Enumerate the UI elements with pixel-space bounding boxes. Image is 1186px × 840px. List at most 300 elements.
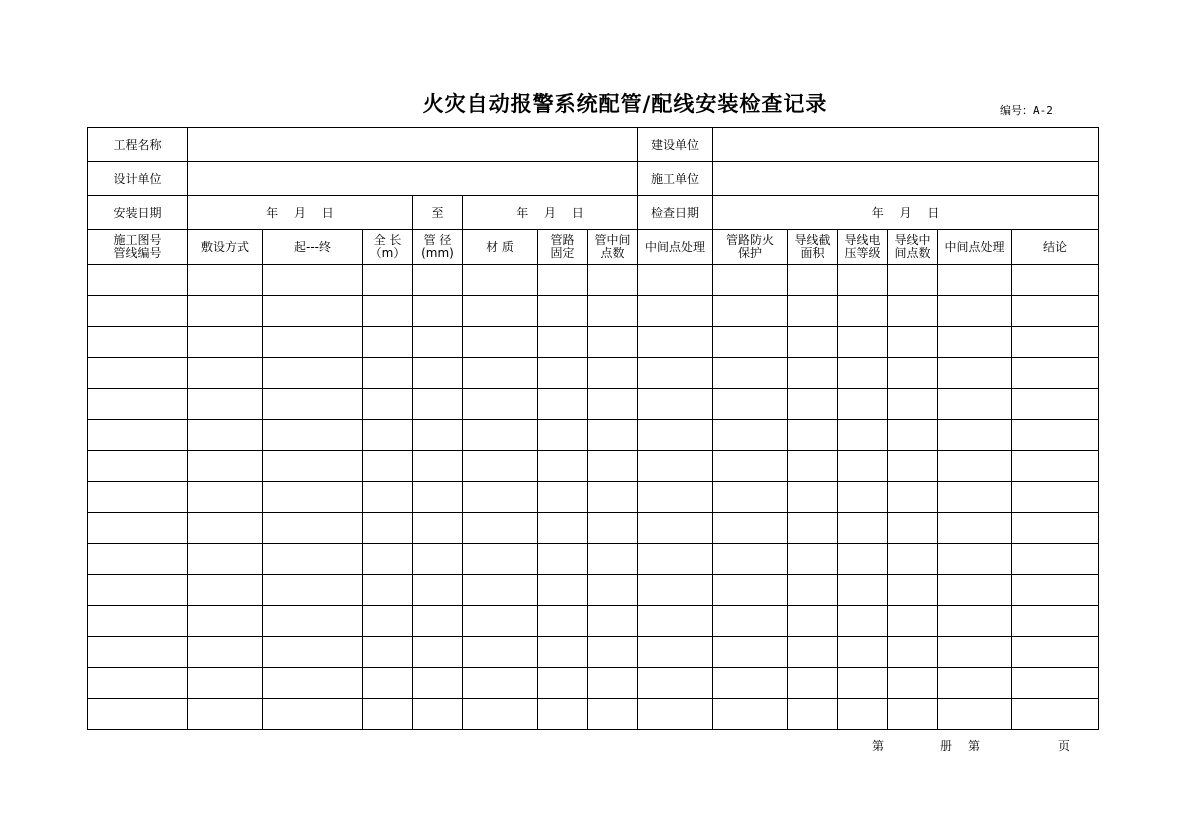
- table-cell[interactable]: [638, 296, 713, 327]
- table-cell[interactable]: [463, 451, 538, 482]
- table-cell[interactable]: [413, 265, 463, 296]
- table-cell[interactable]: [363, 265, 413, 296]
- footer-di-2: 第: [968, 739, 981, 753]
- construction-unit-value[interactable]: [713, 128, 1099, 162]
- table-cell[interactable]: [888, 575, 938, 606]
- table-cell[interactable]: [363, 699, 413, 730]
- table-cell[interactable]: [88, 699, 188, 730]
- table-cell[interactable]: [538, 389, 588, 420]
- table-cell[interactable]: [88, 389, 188, 420]
- table-cell[interactable]: [463, 575, 538, 606]
- table-cell[interactable]: [888, 482, 938, 513]
- table-cell[interactable]: [263, 296, 363, 327]
- table-cell[interactable]: [363, 513, 413, 544]
- table-cell[interactable]: [638, 513, 713, 544]
- table-cell[interactable]: [363, 358, 413, 389]
- table-cell[interactable]: [188, 699, 263, 730]
- table-cell[interactable]: [838, 699, 888, 730]
- table-row: [88, 637, 1099, 668]
- table-cell[interactable]: [538, 513, 588, 544]
- table-cell[interactable]: [588, 544, 638, 575]
- table-cell[interactable]: [838, 358, 888, 389]
- table-cell[interactable]: [188, 327, 263, 358]
- table-cell[interactable]: [263, 358, 363, 389]
- column-header-line2: 管线编号: [113, 246, 162, 260]
- table-cell[interactable]: [638, 420, 713, 451]
- table-cell[interactable]: [1012, 668, 1099, 699]
- table-cell[interactable]: [463, 637, 538, 668]
- column-header-1: [88, 230, 188, 265]
- table-row: [88, 668, 1099, 699]
- table-cell[interactable]: [463, 544, 538, 575]
- table-row: [88, 420, 1099, 451]
- table-cell[interactable]: [188, 637, 263, 668]
- table-cell[interactable]: [463, 327, 538, 358]
- table-cell[interactable]: [788, 637, 838, 668]
- table-cell[interactable]: [538, 420, 588, 451]
- table-cell[interactable]: [413, 513, 463, 544]
- table-cell[interactable]: [363, 482, 413, 513]
- column-header-12: [838, 230, 888, 265]
- table-cell[interactable]: [838, 296, 888, 327]
- column-header-line1: 施工图号: [113, 233, 162, 247]
- table-cell[interactable]: [188, 265, 263, 296]
- table-cell[interactable]: [463, 699, 538, 730]
- table-cell[interactable]: [188, 451, 263, 482]
- table-cell[interactable]: [638, 389, 713, 420]
- table-cell[interactable]: [638, 482, 713, 513]
- table-cell[interactable]: [263, 327, 363, 358]
- table-cell[interactable]: [788, 296, 838, 327]
- table-cell[interactable]: [88, 606, 188, 637]
- table-row: [88, 513, 1099, 544]
- table-cell[interactable]: [538, 327, 588, 358]
- table-cell[interactable]: [788, 668, 838, 699]
- table-cell[interactable]: [838, 544, 888, 575]
- table-cell[interactable]: [588, 668, 638, 699]
- table-cell[interactable]: [838, 637, 888, 668]
- table-cell[interactable]: [413, 544, 463, 575]
- table-cell[interactable]: [638, 358, 713, 389]
- table-cell[interactable]: [1012, 420, 1099, 451]
- column-header-line2: 压等级: [844, 246, 881, 260]
- table-cell[interactable]: [588, 296, 638, 327]
- table-cell[interactable]: [1012, 265, 1099, 296]
- table-cell[interactable]: [188, 389, 263, 420]
- table-cell[interactable]: [463, 265, 538, 296]
- table-cell[interactable]: [938, 606, 1012, 637]
- inspect-date-label: 检查日期: [638, 196, 713, 230]
- document-title: 火灾自动报警系统配管/配线安装检查记录: [422, 92, 828, 116]
- project-row: [88, 128, 1099, 162]
- table-cell[interactable]: [1012, 327, 1099, 358]
- project-name-value[interactable]: [188, 128, 638, 162]
- table-cell[interactable]: [788, 575, 838, 606]
- table-row: [88, 296, 1099, 327]
- table-cell[interactable]: [463, 296, 538, 327]
- column-header-3: [263, 230, 363, 265]
- table-cell[interactable]: [588, 699, 638, 730]
- table-cell[interactable]: [88, 327, 188, 358]
- inspect-date-value[interactable]: 年 月 日: [713, 196, 1099, 230]
- table-cell[interactable]: [88, 451, 188, 482]
- table-cell[interactable]: [263, 451, 363, 482]
- table-cell[interactable]: [413, 668, 463, 699]
- table-cell[interactable]: [463, 420, 538, 451]
- table-cell[interactable]: [538, 451, 588, 482]
- table-cell[interactable]: [588, 327, 638, 358]
- table-cell[interactable]: [713, 451, 788, 482]
- date-row: [88, 196, 1099, 230]
- table-cell[interactable]: [88, 420, 188, 451]
- table-cell[interactable]: [713, 265, 788, 296]
- column-header-line2: 面积: [800, 246, 825, 260]
- table-cell[interactable]: [713, 699, 788, 730]
- table-cell[interactable]: [188, 575, 263, 606]
- install-date-to-word: 至: [413, 196, 463, 230]
- table-row: [88, 389, 1099, 420]
- table-cell[interactable]: [463, 606, 538, 637]
- table-cell[interactable]: [263, 699, 363, 730]
- table-cell[interactable]: [188, 420, 263, 451]
- column-header-line1: 导线截: [794, 233, 831, 247]
- table-cell[interactable]: [838, 513, 888, 544]
- table-row: [88, 482, 1099, 513]
- table-cell[interactable]: [713, 389, 788, 420]
- table-cell[interactable]: [638, 544, 713, 575]
- table-cell[interactable]: [788, 606, 838, 637]
- table-cell[interactable]: [588, 358, 638, 389]
- table-cell[interactable]: [838, 327, 888, 358]
- table-cell[interactable]: [588, 389, 638, 420]
- table-cell[interactable]: [538, 265, 588, 296]
- table-cell[interactable]: [838, 606, 888, 637]
- table-cell[interactable]: [363, 296, 413, 327]
- install-date-label: 安装日期: [88, 196, 188, 230]
- table-cell[interactable]: [713, 637, 788, 668]
- table-cell[interactable]: [413, 389, 463, 420]
- table-cell[interactable]: [713, 296, 788, 327]
- column-header-line1: 管路防火: [726, 233, 775, 247]
- table-cell[interactable]: [413, 296, 463, 327]
- table-cell[interactable]: [888, 513, 938, 544]
- table-cell[interactable]: [1012, 358, 1099, 389]
- table-cell[interactable]: [713, 575, 788, 606]
- table-cell[interactable]: [588, 575, 638, 606]
- table-cell[interactable]: [413, 637, 463, 668]
- table-cell[interactable]: [88, 358, 188, 389]
- table-cell[interactable]: [538, 637, 588, 668]
- table-cell[interactable]: [638, 575, 713, 606]
- install-date-to[interactable]: 年 月 日: [463, 196, 638, 230]
- data-rows: [88, 265, 1099, 730]
- table-cell[interactable]: [888, 451, 938, 482]
- column-header-line1: 敷设方式: [200, 239, 249, 254]
- table-row: [88, 699, 1099, 730]
- table-cell[interactable]: [363, 575, 413, 606]
- table-cell[interactable]: [538, 668, 588, 699]
- table-cell[interactable]: [788, 420, 838, 451]
- table-cell[interactable]: [888, 544, 938, 575]
- table-cell[interactable]: [1012, 575, 1099, 606]
- table-cell[interactable]: [638, 265, 713, 296]
- table-cell[interactable]: [588, 606, 638, 637]
- column-header-line2: 间点数: [894, 246, 931, 260]
- table-cell[interactable]: [888, 389, 938, 420]
- column-header-11: [788, 230, 838, 265]
- table-cell[interactable]: [363, 327, 413, 358]
- table-cell[interactable]: [638, 606, 713, 637]
- design-row: [88, 162, 1099, 196]
- table-cell[interactable]: [713, 358, 788, 389]
- table-cell[interactable]: [713, 513, 788, 544]
- column-header-line2: 固定: [550, 246, 575, 260]
- table-cell[interactable]: [188, 544, 263, 575]
- column-header-14: [938, 230, 1012, 265]
- table-cell[interactable]: [938, 668, 1012, 699]
- table-cell[interactable]: [938, 575, 1012, 606]
- table-cell[interactable]: [538, 699, 588, 730]
- table-cell[interactable]: [788, 482, 838, 513]
- table-cell[interactable]: [788, 699, 838, 730]
- column-header-line1: 导线电: [844, 233, 881, 247]
- table-cell[interactable]: [263, 544, 363, 575]
- table-cell[interactable]: [938, 482, 1012, 513]
- column-header-line2: （m）: [369, 246, 406, 260]
- column-header-line1: 导线中: [894, 233, 931, 247]
- footer-ye: 页: [1058, 739, 1071, 753]
- table-cell[interactable]: [88, 544, 188, 575]
- column-header-7: [538, 230, 588, 265]
- table-cell[interactable]: [838, 575, 888, 606]
- table-cell[interactable]: [788, 389, 838, 420]
- table-cell[interactable]: [938, 420, 1012, 451]
- table-cell[interactable]: [88, 668, 188, 699]
- column-header-9: [638, 230, 713, 265]
- table-row: [88, 265, 1099, 296]
- table-cell[interactable]: [888, 699, 938, 730]
- table-cell[interactable]: [788, 513, 838, 544]
- table-cell[interactable]: [1012, 544, 1099, 575]
- table-cell[interactable]: [263, 482, 363, 513]
- column-header-13: [888, 230, 938, 265]
- table-cell[interactable]: [88, 575, 188, 606]
- table-cell[interactable]: [413, 451, 463, 482]
- table-cell[interactable]: [938, 296, 1012, 327]
- table-cell[interactable]: [938, 544, 1012, 575]
- table-cell[interactable]: [888, 327, 938, 358]
- column-header-5: [413, 230, 463, 265]
- column-header-line2: (mm): [421, 246, 454, 260]
- table-cell[interactable]: [188, 296, 263, 327]
- table-cell[interactable]: [1012, 451, 1099, 482]
- table-cell[interactable]: [88, 265, 188, 296]
- table-cell[interactable]: [888, 358, 938, 389]
- table-cell[interactable]: [413, 358, 463, 389]
- table-row: [88, 606, 1099, 637]
- table-cell[interactable]: [638, 668, 713, 699]
- table-cell[interactable]: [263, 420, 363, 451]
- table-cell[interactable]: [538, 606, 588, 637]
- table-cell[interactable]: [1012, 389, 1099, 420]
- column-header-line2: 点数: [600, 246, 625, 260]
- table-cell[interactable]: [1012, 296, 1099, 327]
- table-cell[interactable]: [413, 327, 463, 358]
- table-cell[interactable]: [413, 575, 463, 606]
- table-cell[interactable]: [538, 544, 588, 575]
- table-cell[interactable]: [463, 358, 538, 389]
- table-cell[interactable]: [263, 265, 363, 296]
- table-cell[interactable]: [788, 451, 838, 482]
- table-cell[interactable]: [838, 482, 888, 513]
- table-cell[interactable]: [413, 699, 463, 730]
- table-cell[interactable]: [838, 265, 888, 296]
- column-header-line1: 管中间: [594, 233, 631, 247]
- table-cell[interactable]: [838, 420, 888, 451]
- table-cell[interactable]: [588, 482, 638, 513]
- table-cell[interactable]: [938, 358, 1012, 389]
- table-cell[interactable]: [888, 296, 938, 327]
- table-row: [88, 327, 1099, 358]
- column-header-line1: 管 径: [423, 233, 452, 247]
- table-cell[interactable]: [363, 451, 413, 482]
- table-cell[interactable]: [638, 451, 713, 482]
- design-unit-label: 设计单位: [88, 162, 188, 196]
- table-cell[interactable]: [413, 482, 463, 513]
- table-row: [88, 451, 1099, 482]
- construction-unit-label: 建设单位: [638, 128, 713, 162]
- table-cell[interactable]: [363, 637, 413, 668]
- builder-unit-label: 施工单位: [638, 162, 713, 196]
- table-cell[interactable]: [463, 668, 538, 699]
- column-header-row: [88, 230, 1099, 265]
- table-cell[interactable]: [538, 482, 588, 513]
- column-header-line2: 保护: [738, 246, 763, 260]
- table-cell[interactable]: [788, 544, 838, 575]
- project-name-label: 工程名称: [88, 128, 188, 162]
- table-cell[interactable]: [463, 513, 538, 544]
- table-cell[interactable]: [938, 637, 1012, 668]
- table-cell[interactable]: [938, 389, 1012, 420]
- table-cell[interactable]: [1012, 637, 1099, 668]
- column-header-line1: 中间点处理: [944, 239, 1005, 254]
- table-cell[interactable]: [888, 637, 938, 668]
- table-cell[interactable]: [363, 389, 413, 420]
- table-cell[interactable]: [838, 389, 888, 420]
- table-cell[interactable]: [888, 668, 938, 699]
- table-cell[interactable]: [88, 482, 188, 513]
- column-header-6: [463, 230, 538, 265]
- column-header-10: [713, 230, 788, 265]
- table-cell[interactable]: [1012, 513, 1099, 544]
- table-cell[interactable]: [713, 327, 788, 358]
- table-cell[interactable]: [188, 668, 263, 699]
- table-cell[interactable]: [788, 358, 838, 389]
- table-cell[interactable]: [538, 296, 588, 327]
- table-cell[interactable]: [188, 358, 263, 389]
- document-code: 编号：A-2: [1000, 104, 1053, 117]
- table-cell[interactable]: [713, 544, 788, 575]
- table-cell[interactable]: [88, 513, 188, 544]
- table-cell[interactable]: [788, 327, 838, 358]
- table-cell[interactable]: [188, 482, 263, 513]
- table-cell[interactable]: [263, 668, 363, 699]
- table-cell[interactable]: [588, 451, 638, 482]
- table-cell[interactable]: [363, 668, 413, 699]
- table-cell[interactable]: [938, 699, 1012, 730]
- table-row: [88, 544, 1099, 575]
- table-cell[interactable]: [588, 265, 638, 296]
- table-cell[interactable]: [713, 420, 788, 451]
- table-cell[interactable]: [1012, 482, 1099, 513]
- table-cell[interactable]: [263, 575, 363, 606]
- table-cell[interactable]: [888, 606, 938, 637]
- table-cell[interactable]: [413, 420, 463, 451]
- table-cell[interactable]: [1012, 699, 1099, 730]
- table-cell[interactable]: [638, 637, 713, 668]
- column-header-2: [188, 230, 263, 265]
- table-cell[interactable]: [263, 637, 363, 668]
- table-cell[interactable]: [588, 513, 638, 544]
- table-cell[interactable]: [88, 296, 188, 327]
- table-cell[interactable]: [363, 606, 413, 637]
- table-row: [88, 575, 1099, 606]
- table-cell[interactable]: [838, 668, 888, 699]
- table-cell[interactable]: [88, 637, 188, 668]
- column-header-line1: 结论: [1043, 239, 1068, 254]
- table-cell[interactable]: [938, 327, 1012, 358]
- column-header-line1: 全 长: [373, 233, 402, 247]
- install-date-from[interactable]: 年 月 日: [188, 196, 413, 230]
- table-cell[interactable]: [263, 513, 363, 544]
- table-cell[interactable]: [188, 513, 263, 544]
- table-cell[interactable]: [588, 420, 638, 451]
- table-cell[interactable]: [1012, 606, 1099, 637]
- table-cell[interactable]: [588, 637, 638, 668]
- table-cell[interactable]: [538, 575, 588, 606]
- builder-unit-value[interactable]: [713, 162, 1099, 196]
- table-cell[interactable]: [938, 265, 1012, 296]
- table-cell[interactable]: [838, 451, 888, 482]
- table-cell[interactable]: [888, 265, 938, 296]
- table-cell[interactable]: [463, 389, 538, 420]
- design-unit-value[interactable]: [188, 162, 638, 196]
- table-cell[interactable]: [713, 482, 788, 513]
- table-cell[interactable]: [538, 358, 588, 389]
- table-cell[interactable]: [713, 606, 788, 637]
- table-cell[interactable]: [888, 420, 938, 451]
- table-cell[interactable]: [713, 668, 788, 699]
- table-cell[interactable]: [413, 606, 463, 637]
- inspection-form-table: [87, 127, 1099, 730]
- column-header-8: [588, 230, 638, 265]
- table-row: [88, 358, 1099, 389]
- table-cell[interactable]: [638, 327, 713, 358]
- table-cell[interactable]: [788, 265, 838, 296]
- table-cell[interactable]: [938, 513, 1012, 544]
- table-cell[interactable]: [263, 606, 363, 637]
- table-cell[interactable]: [638, 699, 713, 730]
- table-cell[interactable]: [363, 544, 413, 575]
- footer-ce: 册: [940, 739, 953, 753]
- table-cell[interactable]: [263, 389, 363, 420]
- table-cell[interactable]: [463, 482, 538, 513]
- table-cell[interactable]: [938, 451, 1012, 482]
- table-cell[interactable]: [188, 606, 263, 637]
- column-header-4: [363, 230, 413, 265]
- table-cell[interactable]: [363, 420, 413, 451]
- column-header-line1: 管路: [550, 233, 575, 247]
